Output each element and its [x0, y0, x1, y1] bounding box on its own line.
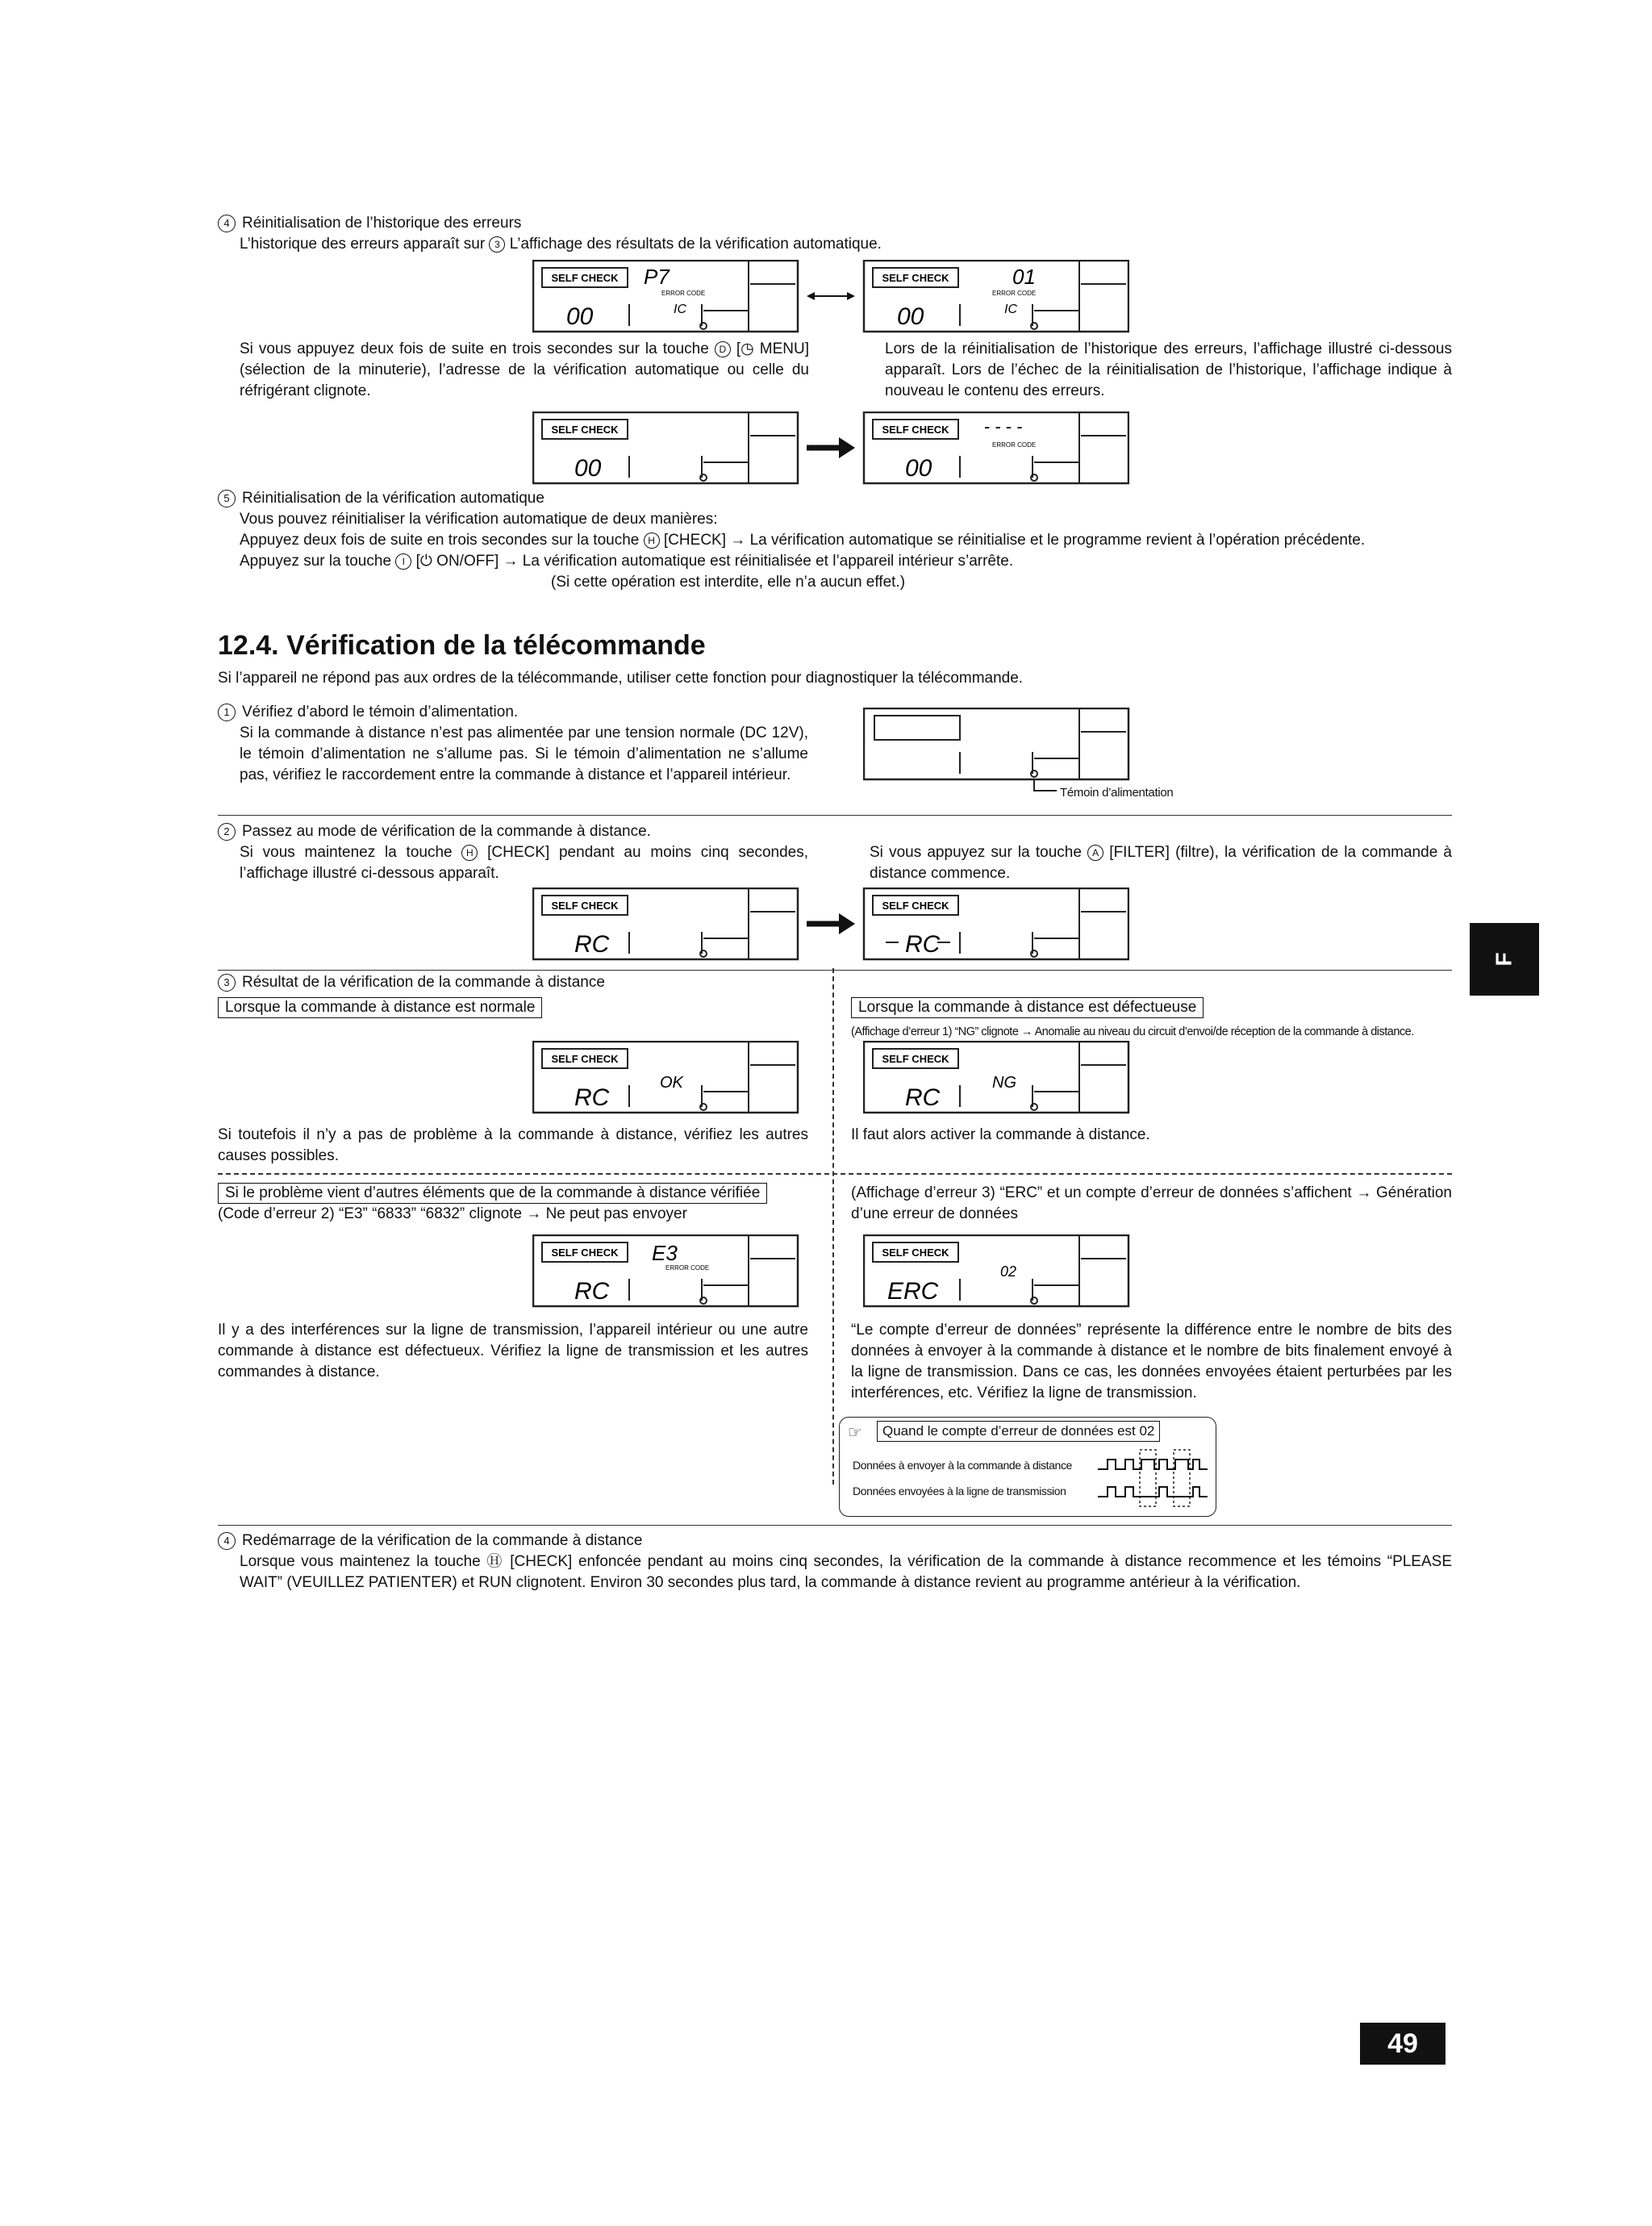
- lcd-result: NG: [992, 1074, 1016, 1092]
- step4-intro: L’historique des erreurs apparaît sur 3 L’affichage des résultats de la vérification automatique.: [240, 236, 882, 253]
- rc2-left-text: Si vous maintenez la touche H [CHECK] pendant au moins cinq secondes, l’affichage illustré ci-dessous apparaît.: [240, 844, 809, 882]
- error-code-label: ERROR CODE: [665, 1264, 710, 1272]
- rc2-heading: 2 Passez au mode de vérification de la commande à distance.: [218, 821, 651, 842]
- rc3-defective-note: (Affichage d’erreur 1) “NG” clignote → Anomalie au niveau du circuit d’envoi/de réception de la commande à distance.: [851, 1025, 1414, 1038]
- self-check-label: SELF CHECK: [882, 424, 949, 436]
- error-code-label: ERROR CODE: [661, 290, 706, 297]
- lcd-display-ok: [532, 1041, 807, 1115]
- divider: [218, 970, 1452, 971]
- lcd-result: OK: [660, 1074, 683, 1092]
- lcd-rc: RC: [574, 1278, 610, 1305]
- section-title: 12.4. Vérification de la télécommande: [218, 630, 706, 661]
- rc1-heading: 1 Vérifiez d’abord le témoin d’alimentation.: [218, 702, 518, 723]
- rc3-other-text: Il y a des interférences sur la ligne de transmission, l’appareil intérieur ou une autre commande à distance est défectueux. Vérifiez la ligne de transmission et les autres commandes à distance.: [218, 1322, 808, 1380]
- clock-icon: ◷: [740, 340, 754, 357]
- lcd-error-count: 02: [1000, 1263, 1017, 1280]
- column-separator: [832, 968, 834, 1485]
- self-check-label: SELF CHECK: [882, 272, 949, 284]
- power-indicator-label: Témoin d’alimentation: [1060, 786, 1174, 800]
- lcd-address: 00: [566, 303, 594, 330]
- rc3-erc-note: (Affichage d’erreur 3) “ERC” et un compte d’erreur de données s’affichent → Génération d’une erreur de données: [851, 1184, 1452, 1222]
- data-error-example: [839, 1417, 1216, 1517]
- lcd-address: 00: [905, 455, 932, 482]
- rc3-other-note: (Code d’erreur 2) “E3” “6833” “6832” clignote → Ne peut pas envoyer: [218, 1205, 687, 1222]
- error-code-label: ERROR CODE: [992, 441, 1037, 449]
- step5-line1: Vous pouvez réinitialiser la vérification automatique de deux manières:: [240, 511, 718, 528]
- waveform-diagram: [1096, 1447, 1209, 1511]
- self-check-label: SELF CHECK: [551, 272, 619, 284]
- step4-heading: 4 Réinitialisation de l’historique des erreurs: [218, 213, 521, 234]
- self-check-label: SELF CHECK: [882, 900, 949, 912]
- lcd-rc: RC: [905, 1084, 941, 1111]
- lcd-rc: RC: [905, 931, 941, 958]
- arrow-right-icon: [807, 913, 855, 934]
- arrow-right-icon: [807, 437, 855, 458]
- self-check-label: SELF CHECK: [551, 1053, 619, 1065]
- lcd-code: 01: [1012, 265, 1036, 289]
- lcd-row-rc-mode: [532, 887, 1129, 962]
- lcd-refrigerant: IC: [1004, 303, 1017, 316]
- lcd-display-erc: [863, 1234, 1137, 1309]
- double-arrow-icon: [807, 292, 855, 300]
- rc3-other-label: Si le problème vient d’autres éléments que de la commande à distance vérifiée: [218, 1183, 767, 1204]
- self-check-label: SELF CHECK: [551, 900, 619, 912]
- rc4-heading: 4 Redémarrage de la vérification de la commande à distance: [218, 1531, 642, 1552]
- lcd-row-reset-history: [532, 411, 1129, 486]
- rc3-defective-text: Il faut alors activer la commande à distance.: [851, 1126, 1150, 1143]
- self-check-label: SELF CHECK: [882, 1053, 949, 1065]
- self-check-label: SELF CHECK: [882, 1247, 949, 1259]
- step5-heading: 5 Réinitialisation de la vérification automatique: [218, 488, 544, 509]
- lcd-code: P7: [644, 265, 670, 289]
- lcd-display-after: [864, 412, 1128, 483]
- rc4-body: Lorsque vous maintenez la touche Ⓗ [CHECK] enfoncée pendant au moins cinq secondes, la vérification de la commande à distance recommence et les témoins “PLEASE WAIT” (VEUILLEZ PATIENTER) et RUN clignotent. Environ 30 secondes plus tard, la commande à distance revient au programme antérieur à la vérification.: [240, 1553, 1452, 1591]
- lcd-code: E3: [652, 1241, 678, 1265]
- divider: [218, 815, 1452, 816]
- step5-line2: Appuyez deux fois de suite en trois secondes sur la touche H [CHECK] → La vérification automatique se réinitialise et le programme revient à l’opération précédente.: [240, 532, 1366, 549]
- self-check-label: SELF CHECK: [551, 424, 619, 436]
- rc3-normal-text: Si toutefois il n’y a pas de problème à la commande à distance, vérifiez les autres causes possibles.: [218, 1126, 808, 1164]
- hand-pointer-icon: ☞: [848, 1424, 862, 1442]
- dashed-divider: [218, 1173, 1452, 1175]
- lcd-display-rc: [533, 888, 798, 959]
- step4-left-text: Si vous appuyez deux fois de suite en trois secondes sur la touche D [◷ MENU] (sélection de la minuterie), l’adresse de la vérification automatique ou celle du réfrigérant clignote.: [240, 340, 809, 399]
- example-row-2: Données envoyées à la ligne de transmission: [853, 1485, 1066, 1497]
- rc1-body: Si la commande à distance n’est pas alimentée par une tension normale (DC 12V), le témoin d’alimentation ne s’allume pas. Si le témoin d’alimentation ne s’allume pas, vérifiez le raccordement entre la commande à distance et l’appareil intérieur.: [240, 725, 808, 783]
- lcd-rc: RC: [574, 1084, 610, 1111]
- rc2-right-text: Si vous appuyez sur la touche A [FILTER] (filtre), la vérification de la commande à distance commence.: [870, 844, 1452, 882]
- page-number: 49: [1360, 2023, 1446, 2065]
- section-intro: Si l’appareil ne répond pas aux ordres de la télécommande, utiliser cette fonction pour diagnostiquer la télécommande.: [218, 670, 1024, 687]
- divider: [218, 1525, 1452, 1526]
- self-check-label: SELF CHECK: [551, 1247, 619, 1259]
- step4-right-text: Lors de la réinitialisation de l’historique des erreurs, l’affichage illustré ci-dessous apparaît. Lors de l’échec de la réinitialisation de l’historique, l’affichage indique à nouveau le contenu des erreurs.: [885, 340, 1452, 399]
- lcd-display-before: [533, 412, 798, 483]
- lcd-display-e3: [532, 1234, 807, 1309]
- lcd-display-ng: [863, 1041, 1137, 1115]
- lcd-address: 00: [897, 303, 924, 330]
- lcd-display-01: [864, 261, 1128, 332]
- error-code-label: ERROR CODE: [992, 290, 1037, 297]
- rc3-erc-text: “Le compte d’erreur de données” représente la différence entre le nombre de bits des données à envoyer à la commande à distance et le nombre de bits finalement envoyé à la ligne de transmission. Dans ce cas, les données envoyées étaient perturbées par les interférences, etc. Vérifiez la ligne de transmission.: [851, 1322, 1452, 1401]
- rc3-heading: 3 Résultat de la vérification de la commande à distance: [218, 972, 605, 993]
- lcd-display-p7: [533, 261, 798, 332]
- lcd-display-rc-blink: [864, 888, 1128, 959]
- step5-line4: (Si cette opération est interdite, elle n’a aucun effet.): [551, 574, 906, 591]
- rc3-defective-label: Lorsque la commande à distance est défectueuse: [851, 997, 1204, 1018]
- lcd-rc: RC: [574, 931, 610, 958]
- example-title: Quand le compte d’erreur de données est 02: [877, 1421, 1160, 1442]
- lcd-erc: ERC: [887, 1278, 939, 1305]
- step5-line3: Appuyez sur la touche I [⏻ ON/OFF] → La vérification automatique est réinitialisée et l’appareil intérieur s’arrête.: [240, 553, 1014, 570]
- lcd-refrigerant: IC: [674, 303, 686, 316]
- power-icon: ⏻: [419, 553, 432, 570]
- lcd-row-error-history: [532, 260, 1129, 334]
- language-tab: F: [1470, 923, 1539, 996]
- svg-text:- - - -: - - - -: [984, 416, 1023, 436]
- example-row-1: Données à envoyer à la commande à distance: [853, 1459, 1072, 1472]
- rc3-normal-label: Lorsque la commande à distance est normale: [218, 997, 542, 1018]
- lcd-address: 00: [574, 455, 602, 482]
